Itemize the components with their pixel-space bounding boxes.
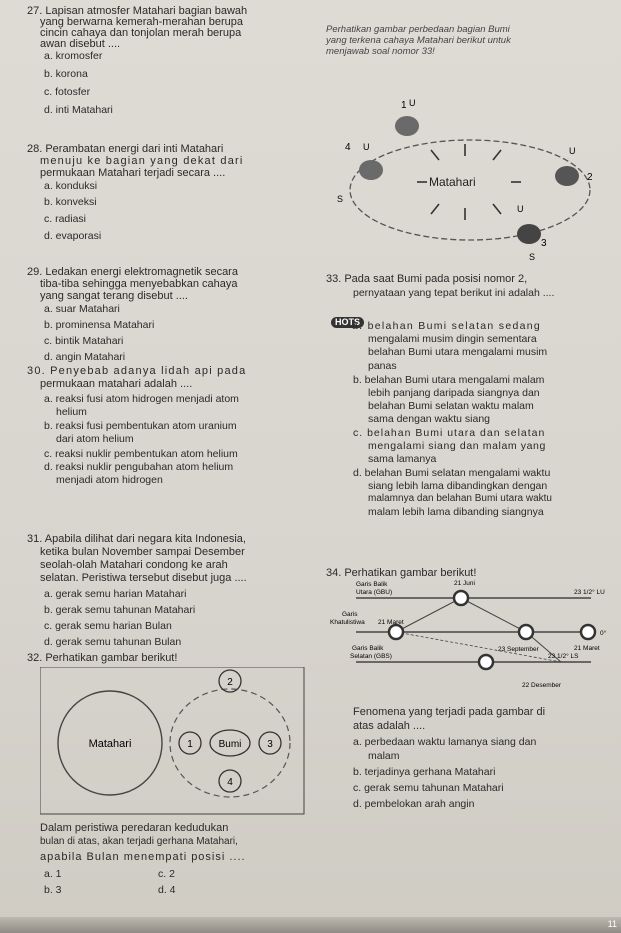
svg-text:U: U bbox=[517, 204, 524, 214]
svg-text:Selatan (GBS): Selatan (GBS) bbox=[350, 653, 392, 660]
svg-text:22 Desember: 22 Desember bbox=[522, 682, 562, 689]
option-a[interactable]: a. konduksi bbox=[44, 180, 98, 192]
svg-text:S: S bbox=[337, 194, 344, 204]
option-a[interactable]: a. kromosfer bbox=[44, 50, 103, 62]
option-c[interactable]: c. gerak semu tahunan Matahari bbox=[353, 782, 504, 794]
svg-text:Khatulistiwa: Khatulistiwa bbox=[330, 619, 365, 626]
svg-text:2: 2 bbox=[587, 172, 593, 183]
page-bottom-edge bbox=[0, 917, 621, 933]
earth-position-2 bbox=[555, 146, 593, 186]
svg-text:Garis Balik: Garis Balik bbox=[356, 581, 388, 588]
option-b[interactable]: b. terjadinya gerhana Matahari bbox=[353, 766, 496, 778]
earth-position-3 bbox=[517, 204, 547, 262]
option-d[interactable]: d. belahan Bumi selatan mengalami waktu bbox=[353, 467, 551, 479]
sun-label: Matahari bbox=[88, 738, 132, 750]
worksheet-page: 27. Lapisan atmosfer Matahari bagian bawah yang berwarna kemerah-merahan berupa cincin cahaya dan tonjolan merah berupa awan disebut .... a. kromosfer b. korona c. fotosfer d. inti Matahari Perhatikan gambar perbedaan bagian Bumi yang terkena cahaya Matahari berikut untuk menjawab soal nomor 33! Matahari 1 U 2 U 3 U S 4 U S 28. Perambatan energi dari inti Matahari menuju ke bagian yang dekat dari permukaan Matahari terjadi secara .... a. konduksi b. konveksi c. radiasi d. evaporasi 29. Ledakan energi elektromagnetik secara tiba-tiba sehingga menyebabkan cahaya yang sangat terang disebut .... a. suar Matahari b. prominensa Matahari c. bintik Matahari d. angin Matahari 33. Pada saat Bumi pada posisi nomor 2, pernyataan yang tepat berikut ini adalah .... HOTS a. belahan Bumi selatan sedang mengalami musim dingin sementara belahan Bumi utara mengalami musim panas b. belahan Bumi utara mengalami malam lebih panjang daripada siangnya dan belahan Bumi selatan waktu malam sama dengan waktu siang c. belahan Bumi utara dan selatan mengalami siang dan malam yang sama lamanya d. belahan Bumi selatan mengalami waktu siang lebih lama dibandingkan dengan malamnya dan belahan Bumi utara waktu malam lebih lama dibanding siangnya 30. Penyebab adanya lidah api pada permukaan matahari adalah .... a. reaksi fusi atom hidrogen menjadi atom helium b. reaksi fusi pembentukan atom uranium dari atom helium c. reaksi nuklir pembentukan atom helium d. reaksi nuklir pengubahan atom helium menjadi atom hidrogen 31. Apabila dilihat dari negara kita Indonesia, ketika bulan November sampai Desember seolah-olah Matahari condong ke arah selatan. Peristiwa tersebut disebut juga .... a. gerak semu harian Matahari b. gerak semu tahunan Matahari c. gerak semu harian Bulan d. gerak semu tahunan Bulan 32. Perhatikan gambar berikut! Matahari 2 1 Bumi 3 4 Dalam peristiwa peredaran kedudukan bulan di atas, akan terjadi gerhana Matahari, apabila Bulan menempati posisi .... a. 1 b. 3 c. 2 d. 4 34. Perhatikan gambar berikut! Garis Balik Utara (GBU) Garis Khatulistiwa Garis Balik Selatan (GBS) 21 Juni 21 Maret 23 September 21 Maret 22 Desember 23 1/2° LU 0° 23 1/2° LS Fenomena yang terjadi pada gambar di atas adalah .... a. perbedaan waktu lamanya siang dan malam b. terjadinya gerhana Matahari c. gerak semu tahunan Matahari d. pembelokan arah angin 11 bbox=[0, 0, 621, 933]
svg-text:0°: 0° bbox=[600, 630, 607, 637]
page-corner-number: 11 bbox=[607, 919, 617, 929]
option-a[interactable]: a. 1 bbox=[44, 868, 62, 880]
svg-text:23 September: 23 September bbox=[498, 646, 539, 653]
option-b[interactable]: b. gerak semu tahunan Matahari bbox=[44, 604, 196, 616]
option-c[interactable]: c. bintik Matahari bbox=[44, 335, 124, 347]
svg-text:S: S bbox=[529, 252, 536, 262]
option-c[interactable]: c. fotosfer bbox=[44, 86, 91, 98]
svg-text:1: 1 bbox=[401, 100, 407, 111]
svg-text:2: 2 bbox=[227, 677, 233, 688]
option-c[interactable]: c. gerak semu harian Bulan bbox=[44, 620, 172, 632]
svg-text:U: U bbox=[363, 142, 370, 152]
svg-text:U: U bbox=[569, 146, 576, 156]
svg-text:3: 3 bbox=[267, 739, 273, 750]
svg-text:4: 4 bbox=[227, 777, 233, 788]
option-b[interactable]: b. belahan Bumi utara mengalami malam bbox=[353, 374, 545, 386]
option-a[interactable]: a. suar Matahari bbox=[44, 303, 120, 315]
earth-position-4 bbox=[337, 142, 383, 204]
option-d[interactable]: d. inti Matahari bbox=[44, 104, 113, 116]
svg-text:23 1/2° LS: 23 1/2° LS bbox=[548, 653, 579, 660]
svg-text:1: 1 bbox=[187, 739, 193, 750]
option-d[interactable]: d. evaporasi bbox=[44, 230, 102, 242]
earth-orbit-diagram bbox=[325, 88, 621, 273]
option-c[interactable]: c. belahan Bumi utara dan selatan bbox=[353, 427, 546, 439]
svg-text:Garis: Garis bbox=[342, 611, 358, 618]
option-b[interactable]: b. konveksi bbox=[44, 196, 97, 208]
option-a[interactable]: a. gerak semu harian Matahari bbox=[44, 588, 187, 600]
svg-text:23 1/2° LU: 23 1/2° LU bbox=[574, 589, 605, 596]
option-d[interactable]: d. 4 bbox=[158, 884, 176, 896]
option-a[interactable]: a. reaksi fusi atom hidrogen menjadi atom bbox=[44, 393, 239, 405]
option-c[interactable]: c. radiasi bbox=[44, 213, 87, 225]
option-d[interactable]: d. gerak semu tahunan Bulan bbox=[44, 636, 182, 648]
option-a[interactable]: a. perbedaan waktu lamanya siang dan bbox=[353, 736, 537, 748]
option-b[interactable]: b. korona bbox=[44, 68, 88, 80]
svg-text:Utara (GBU): Utara (GBU) bbox=[356, 589, 393, 596]
svg-text:21 Juni: 21 Juni bbox=[454, 580, 475, 587]
option-a[interactable]: a. belahan Bumi selatan sedang bbox=[352, 320, 542, 332]
moon-position-diagram bbox=[40, 667, 305, 815]
option-c[interactable]: c. reaksi nuklir pembentukan atom helium bbox=[44, 448, 238, 460]
option-c[interactable]: c. 2 bbox=[158, 868, 175, 880]
option-d[interactable]: d. angin Matahari bbox=[44, 351, 126, 363]
option-b[interactable]: b. prominensa Matahari bbox=[44, 319, 155, 331]
svg-text:3: 3 bbox=[541, 238, 547, 249]
option-d[interactable]: d. reaksi nuklir pengubahan atom helium bbox=[44, 461, 234, 473]
earth-position-1 bbox=[395, 98, 419, 136]
option-b[interactable]: b. reaksi fusi pembentukan atom uranium bbox=[44, 420, 237, 432]
earth-label: Bumi bbox=[218, 739, 242, 750]
sun-apparent-motion-diagram bbox=[326, 578, 621, 690]
svg-text:U: U bbox=[409, 98, 416, 108]
option-d[interactable]: d. pembelokan arah angin bbox=[353, 798, 475, 810]
sun-label: Matahari bbox=[429, 175, 476, 189]
hots-badge: HOTS bbox=[331, 317, 364, 328]
option-b[interactable]: b. 3 bbox=[44, 884, 62, 896]
svg-text:21 Maret: 21 Maret bbox=[378, 619, 404, 626]
svg-text:21 Maret: 21 Maret bbox=[574, 645, 600, 652]
svg-text:4: 4 bbox=[345, 142, 351, 153]
svg-text:Garis Balik: Garis Balik bbox=[352, 645, 384, 652]
